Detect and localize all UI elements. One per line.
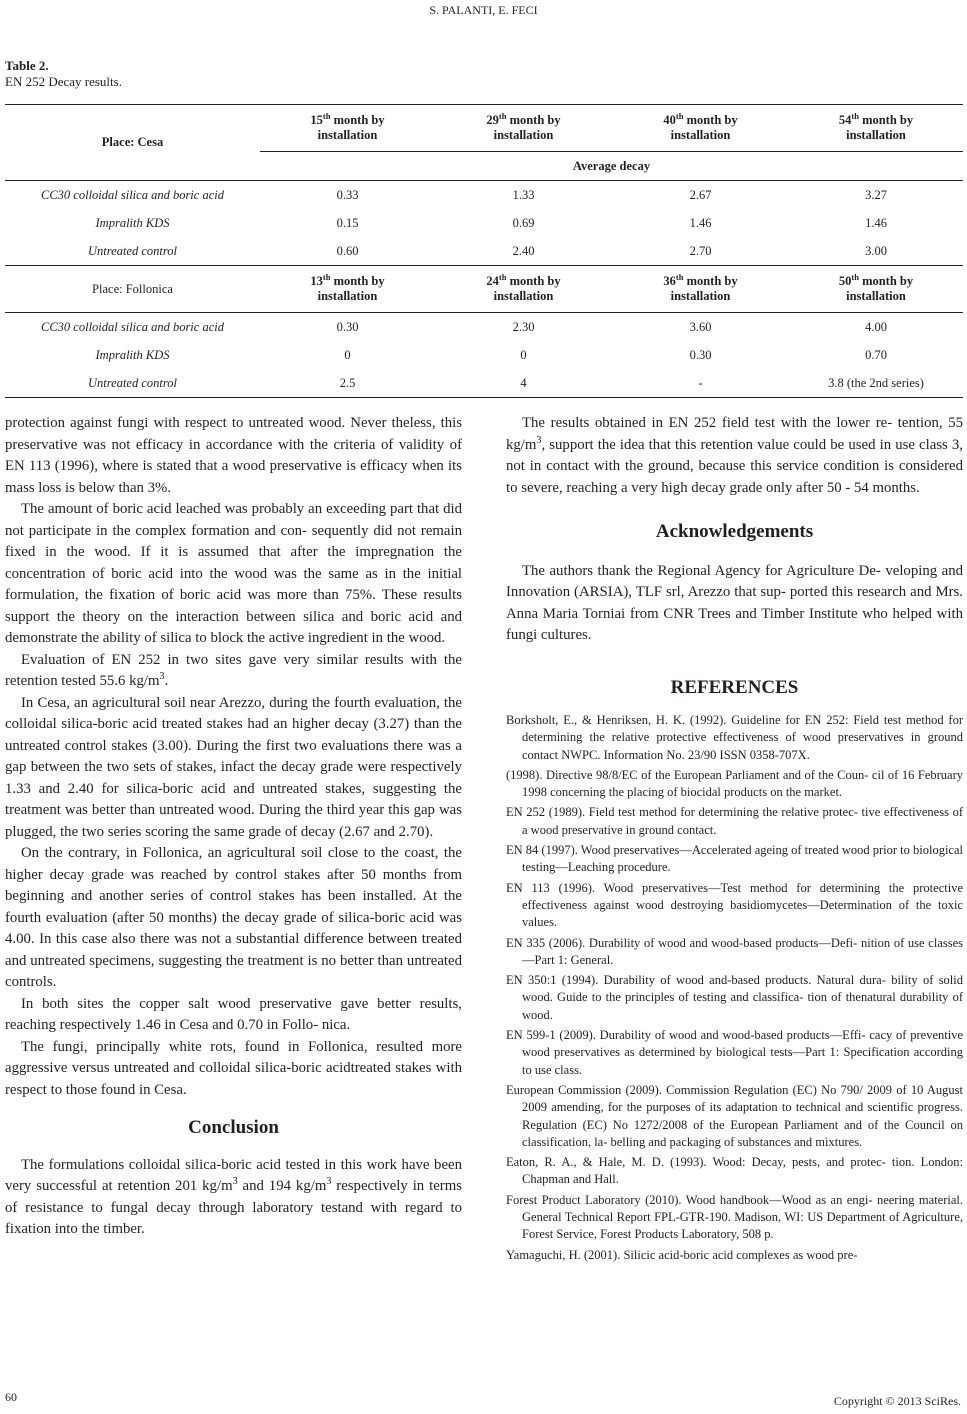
table-row — [5, 369, 963, 398]
body-paragraph: Evaluation of EN 252 in two sites gave very similar results with the retention tested 55.6 $kg/m^3$. — [5, 651, 462, 689]
table-cell: 2.70 — [689, 243, 712, 258]
table-cell: 2.67 — [689, 187, 712, 202]
body-paragraph: The fungi, principally white rots, found in Follonica, resulted more aggressive versus untreated and colloidal silica-boric acidtreated stakes with respect to those found in Cesa. — [5, 1038, 462, 1098]
reference-list — [506, 712, 963, 1264]
left-column — [5, 413, 462, 1241]
table-cell: 0.30 — [336, 319, 359, 334]
row-label: Untreated control — [88, 375, 177, 390]
month-header: 29th month by installation — [435, 105, 612, 152]
right-column — [506, 413, 963, 1267]
reference-item: EN 350:1 (1994). Durability of wood and-based products. Natural dura- bility of solid wood. Guide to the principles of testing and classifica- tion of thenatural durability of wood. — [506, 973, 963, 1022]
table-row — [5, 209, 963, 237]
table-cell: - — [698, 375, 703, 390]
table-cell: 2.40 — [512, 243, 535, 258]
body-paragraph: protection against fungi with respect to untreated wood. Never theless, this preservative was not efficacy in accordance with the criteria of validity of EN 113 (1996), where is stated that a wood preservative is efficacy when its mass loss is below than 3%. — [5, 415, 462, 496]
reference-item: EN 599-1 (2009). Durability of wood and wood-based products—Effi- cacy of preventive wood preservatives as determined by biological tests—Part 1: Specification according to use class. — [506, 1028, 963, 1077]
table-cell: 3.8 (the 2nd series) — [828, 375, 924, 390]
reference-item: Borksholt, E., & Henriksen, H. K. (1992). Guideline for EN 252: Field test method for determining the relative protective effectiveness of wood preservatives in ground contact NWPC. Information No. 23/90 ISSN 0358-707X. — [506, 713, 963, 762]
table-cell: 0.70 — [865, 347, 887, 362]
table-cell: 0.69 — [512, 215, 535, 230]
table-cell: 2.5 — [339, 375, 356, 390]
table-cell: 0.30 — [689, 347, 712, 362]
table-caption-label: Table 2. — [5, 58, 49, 73]
table-header-row-follonica — [5, 266, 963, 313]
table-cell: 1.33 — [512, 187, 535, 202]
table-row — [5, 341, 963, 369]
reference-item: EN 335 (2006). Durability of wood and wood-based products—Defi- nition of use classes—Part 1: General. — [506, 935, 963, 967]
table-cell: 3.00 — [865, 243, 887, 258]
table-cell: 0.15 — [336, 215, 359, 230]
row-label: CC30 colloidal silica and boric acid — [41, 319, 224, 334]
reference-item: Forest Product Laboratory (2010). Wood handbook—Wood as an engi- neering material. General Technical Report FPL-GTR-190. Madison, WI: US Department of Agriculture, Forest Service, Forest Products Laboratory, 508 p. — [506, 1192, 963, 1242]
month-header: 15th month by installation — [260, 105, 435, 152]
table-cell: 3.27 — [865, 187, 887, 202]
table-cell: 4.00 — [865, 319, 887, 334]
month-header: 24th month by installation — [486, 271, 561, 303]
conclusion-heading: Conclusion — [188, 1117, 279, 1138]
table-row — [5, 181, 963, 210]
month-header: 54th month by installation — [789, 105, 963, 152]
table-header-row-cesa — [5, 105, 963, 152]
row-label: CC30 colloidal silica and boric acid — [41, 187, 224, 202]
references-heading: REFERENCES — [670, 676, 799, 698]
acknowledgements-text: The authors thank the Regional Agency for Agriculture De- veloping and Innovation (ARSIA), TLF srl, Arezzo that sup- ported this research and Mrs. Anna Maria Torniai from CNR Trees and Timber Institute who helped with fungi cultures. — [506, 562, 963, 643]
table-row — [5, 313, 963, 342]
table-caption — [5, 58, 122, 90]
reference-item: (1998). Directive 98/8/EC of the European Parliament and of the Coun- cil of 16 February 1998 concerning the placing of biocidal products on the market. — [506, 767, 963, 800]
reference-item: EN 84 (1997). Wood preservatives—Accelerated ageing of treated wood prior to biological testing—Leaching procedure. — [506, 843, 963, 875]
month-header: 36th month by installation — [663, 271, 738, 303]
reference-item: EN 252 (1989). Field test method for determining the relative protec- tive effectiveness of a wood preservative in ground contact. — [506, 805, 963, 837]
table-cell: 3.60 — [689, 319, 712, 334]
running-head: S. PALANTI, E. FECI — [429, 3, 538, 17]
month-header: 40th month by installation — [612, 105, 789, 152]
body-paragraph: The amount of boric acid leached was probably an exceeding part that did not participate in the complex formation and con- sequently did not remain fixed in the wood. If it is assumed that after the impregnation the concentration of boric acid into the wood was the same as in the initial formulation, the fixation of boric acid was more than 75%. These results support the theory on the interaction between silica and boric acid and demonstrate the ability of silica to block the active ingredient in the wood. — [5, 501, 462, 646]
table-row — [5, 237, 963, 266]
body-paragraph: On the contrary, in Follonica, an agricultural soil close to the coast, the higher decay grade was reached by control stakes after 50 months from beginning and another series of control stakes has been installed. At the fourth evaluation (after 50 months) the decay grade of silica-boric acid was 4.00. In this case also there was not a substantial difference between treated and untreated specimens, suggesting the treatment is no better than untreated controls. — [5, 845, 462, 990]
body-paragraph: In Cesa, an agricultural soil near Arezzo, during the fourth evaluation, the colloidal silica-boric acid treated stakes had an higher decay (3.27) than the untreated control stakes (3.00). During the first two evaluations there was a gap between the two sets of stakes, infact the decay grade were respectively 1.33 and 2.40 for silica-boric acid and untreated stakes, suggesting the treatment was better than untreated wood. During the third year this gap was plugged, the two series scoring the same grade of decay (2.67 and 2.70). — [5, 694, 462, 840]
acknowledgements-heading: Acknowledgements — [655, 521, 814, 542]
table-caption-text: EN 252 Decay results. — [5, 74, 122, 89]
decay-results-table — [5, 104, 963, 398]
month-header: 13th month by installation — [310, 271, 385, 303]
table-cell: 1.46 — [689, 215, 712, 230]
body-paragraph: The results obtained in EN 252 field test with the lower re- tention, 55 $kg/m^3$, support the idea that this retention value could be used in use class 3, not in contact with the ground, because this service condition is considered to severe, reaching a very high decay grade only after 50 - 54 months. — [506, 415, 963, 496]
reference-item: Yamaguchi, H. (2001). Silicic acid-boric acid complexes as wood pre- — [506, 1247, 858, 1262]
row-label: Impralith KDS — [95, 347, 170, 362]
table-cell: 4 — [520, 375, 527, 390]
reference-item: EN 113 (1996). Wood preservatives—Test method for determining the protective effectiveness against wood destroying basidiomycetes—Determination of the toxic values. — [506, 880, 963, 930]
table-cell: 0.60 — [336, 243, 359, 258]
month-header: 50th month by installation — [838, 271, 914, 303]
row-label: Untreated control — [88, 243, 177, 258]
place-label-cesa: Place: Cesa — [5, 105, 260, 181]
table-cell: 2.30 — [512, 319, 535, 334]
place-label-follonica: Place: Follonica — [92, 281, 173, 296]
table-cell: 0 — [344, 347, 351, 362]
table-cell: 0 — [520, 347, 527, 362]
table-cell: 1.46 — [865, 215, 887, 230]
row-label: Impralith KDS — [95, 215, 170, 230]
copyright-notice: Copyright © 2013 SciRes. — [833, 1394, 961, 1408]
average-decay-label: Average decay — [572, 158, 651, 173]
body-paragraph: In both sites the copper salt wood preservative gave better results, reaching respectively 1.46 in Cesa and 0.70 in Follo- nica. — [5, 995, 462, 1033]
page-number: 60 — [5, 1390, 17, 1404]
reference-item: European Commission (2009). Commission Regulation (EC) No 790/ 2009 of 10 August 2009 amending, for the purposes of its adaptation to technical and scientific progress. Regulation (EC) No 1272/2008 of the European Parliament and of the Council on classification, la- belling and packaging of substances and mixtures. — [506, 1082, 963, 1149]
table-cell: 0.33 — [336, 187, 359, 202]
body-paragraph: The formulations colloidal silica-boric acid tested in this work have been very successful at retention 201 $kg/m^3$ and 194 $kg/m^3$ respectively in terms of resistance to fungal decay through laboratory testand with regard to fixation into the timber. — [5, 1156, 462, 1237]
reference-item: Eaton, R. A., & Hale, M. D. (1993). Wood: Decay, pests, and protec- tion. London: Chapman and Hall. — [506, 1155, 963, 1187]
